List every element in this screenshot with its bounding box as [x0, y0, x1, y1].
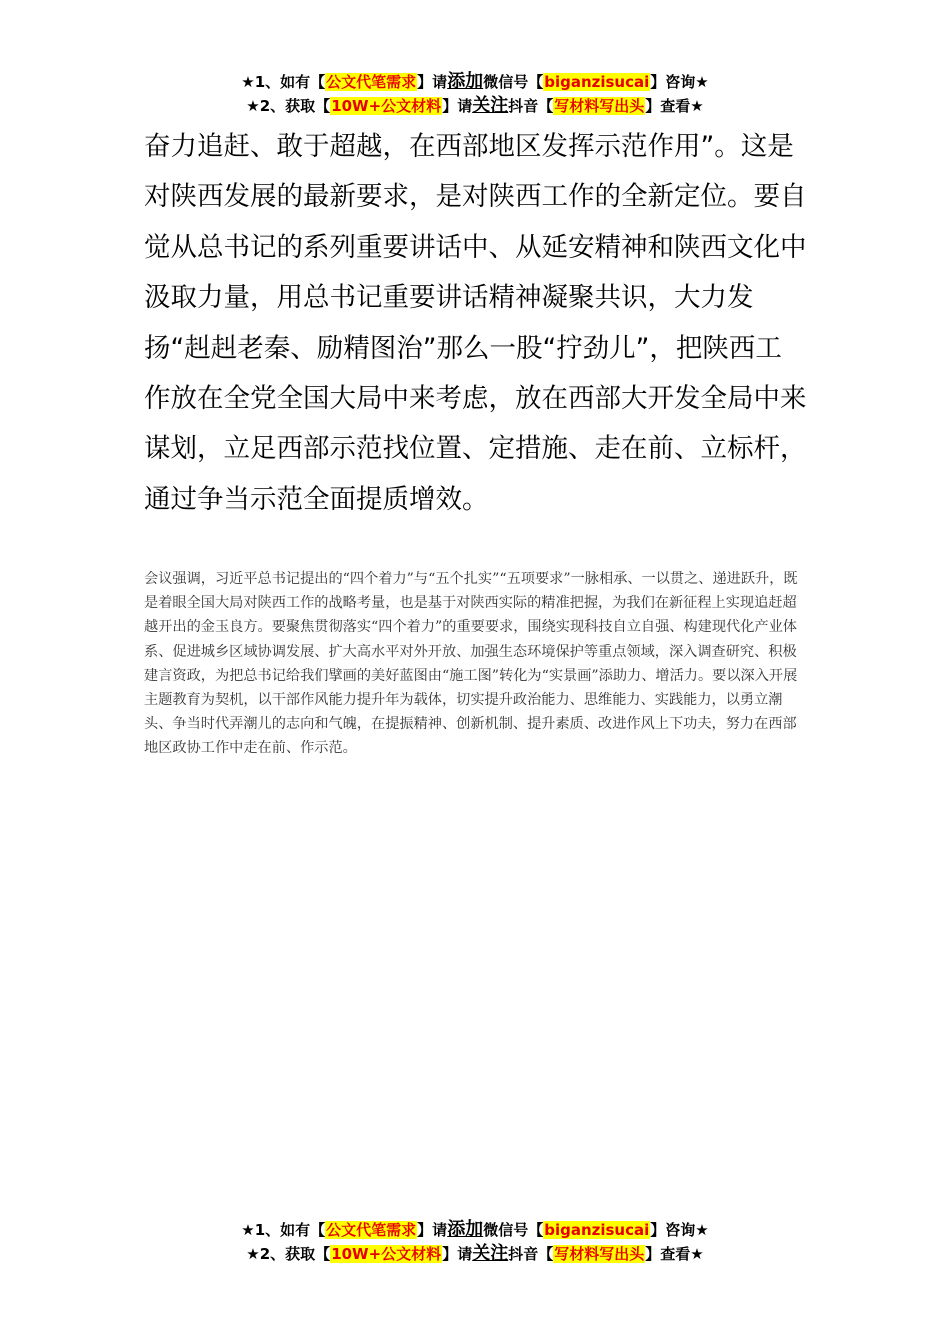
footer-materials-highlight: 10W+公文材料	[331, 1245, 442, 1263]
footer-line-1	[0, 1218, 950, 1242]
header-materials-highlight: 10W+公文材料	[331, 97, 442, 115]
footer-line-2-text: 】请	[442, 1245, 473, 1263]
header-line-2-text: 】请	[442, 97, 473, 115]
footer-service-highlight: 公文代笔需求	[326, 1221, 417, 1239]
header-line-1	[0, 70, 950, 94]
footer-add-emphasis: 添加	[447, 1219, 484, 1240]
footer-line-1-text: 】请	[417, 1221, 448, 1239]
header-line-2-text-2: 抖音【	[508, 97, 554, 115]
header-douyin-account: 写材料写出头	[554, 97, 645, 115]
header-line-1-text: 】请	[417, 73, 448, 91]
header-line-2	[0, 94, 950, 118]
footer-line-1-prefix: ★1、如有【	[241, 1221, 326, 1239]
footer-line-2-suffix: 】查看★	[645, 1245, 704, 1263]
footer-line-1-suffix: 】咨询★	[650, 1221, 709, 1239]
body-paragraph-small: 会议强调，习近平总书记提出的“四个着力”与“五个扎实”“五项要求”一脉相承、一以贯之、递进跃升，既是着眼全国大局对陕西工作的战略考量，也是基于对陕西实际的精准把握，为我们在新征程上实现追赶超越开出的金玉良方。要聚焦贯彻落实“四个着力”的重要要求，围绕实现科技自立自强、构建现代化产业体系、促进城乡区域协调发展、扩大高水平对外开放、加强生态环境保护等重点领域，深入调查研究、积极建言资政，为把总书记给我们擘画的美好蓝图由“施工图”转化为“实景画”添助力、增活力。要以深入开展主题教育为契机，以干部作风能力提升年为载体，切实提升政治能力、思维能力、实践能力，以勇立潮头、争当时代弄潮儿的志向和气魄，在提振精神、创新机制、提升素质、改进作风上下功夫，努力在西部地区政协工作中走在前、作示范。	[144, 571, 798, 757]
header-line-1-prefix: ★1、如有【	[241, 73, 326, 91]
header-service-highlight: 公文代笔需求	[326, 73, 417, 91]
footer-line-2-text-2: 抖音【	[508, 1245, 554, 1263]
header-follow-emphasis: 关注	[472, 95, 509, 116]
header-line-2-prefix: ★2、获取【	[246, 97, 331, 115]
header-banner	[0, 70, 950, 118]
header-line-1-suffix: 】咨询★	[650, 73, 709, 91]
header-wechat-id: biganzisucai	[544, 73, 650, 91]
header-line-2-suffix: 】查看★	[645, 97, 704, 115]
footer-line-2-prefix: ★2、获取【	[246, 1245, 331, 1263]
footer-douyin-account: 写材料写出头	[554, 1245, 645, 1263]
header-line-1-text-2: 微信号【	[483, 73, 544, 91]
footer-wechat-id: biganzisucai	[544, 1221, 650, 1239]
footer-banner	[0, 1218, 950, 1266]
footer-line-1-text-2: 微信号【	[483, 1221, 544, 1239]
header-add-emphasis: 添加	[447, 71, 484, 92]
footer-follow-emphasis: 关注	[472, 1243, 509, 1264]
footer-line-2	[0, 1242, 950, 1266]
body-paragraph-large: 奋力追赶、敢于超越，在西部地区发挥示范作用”。这是对陕西发展的最新要求，是对陕西工作的全新定位。要自觉从总书记的系列重要讲话中、从延安精神和陕西文化中汲取力量，用总书记重要讲话精神凝聚共识，大力发扬“赳赳老秦、励精图治”那么一股“拧劲儿”，把陕西工作放在全党全国大局中来考虑，放在西部大开发全局中来谋划，立足西部示范找位置、定措施、走在前、立标杆，通过争当示范全面提质增效。	[144, 131, 807, 515]
